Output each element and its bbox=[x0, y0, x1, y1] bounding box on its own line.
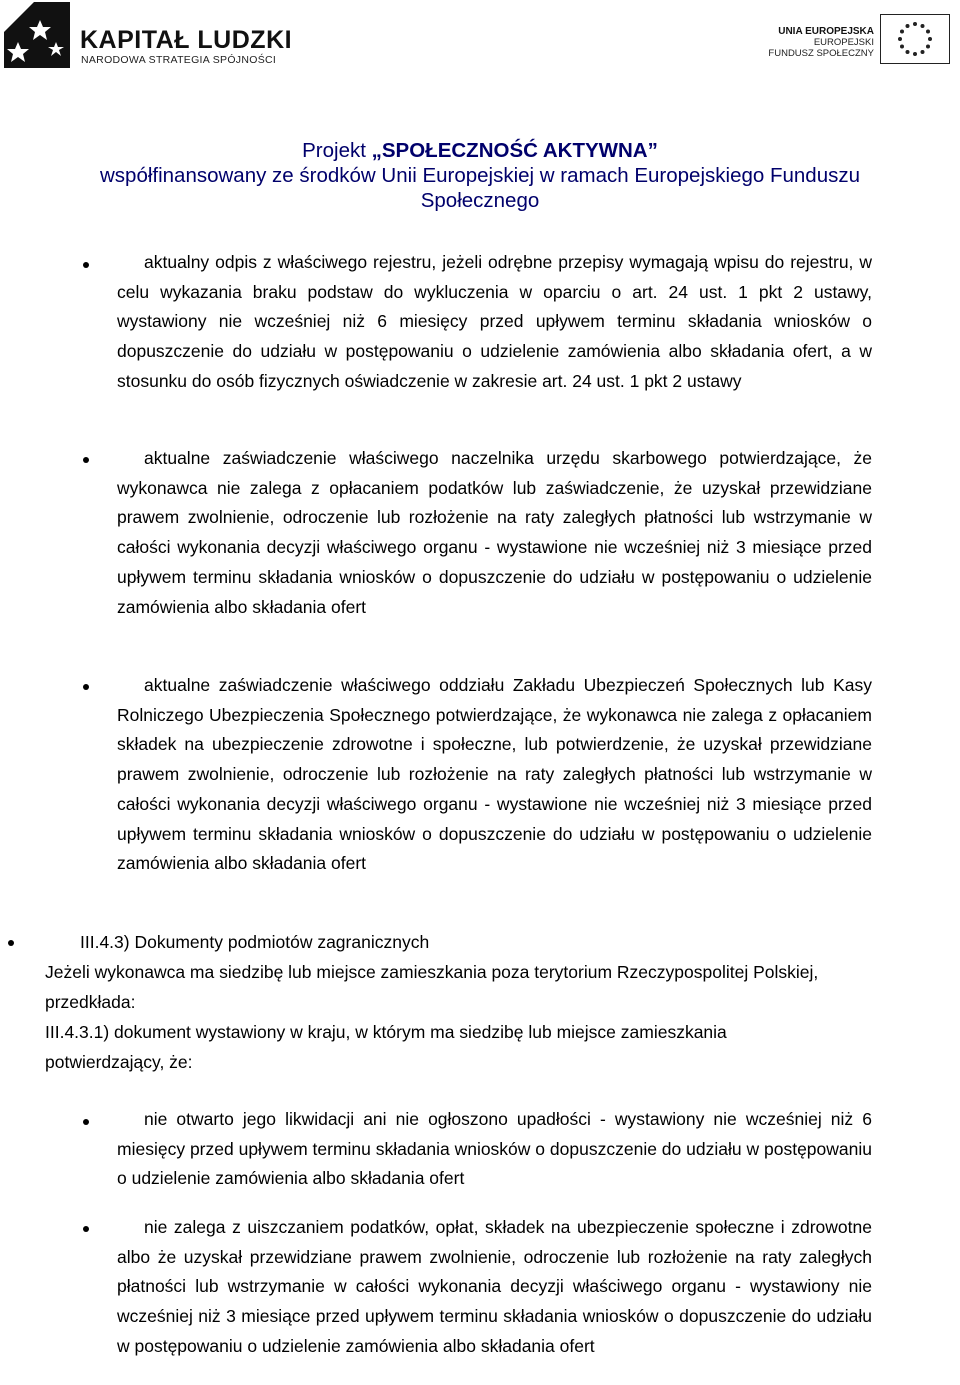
bullet-icon bbox=[83, 1226, 89, 1232]
logo-title: KAPITAŁ LUDZKI bbox=[80, 26, 293, 54]
eu-flag-icon bbox=[880, 14, 950, 64]
eu-logo-line1: UNIA EUROPEJSKA bbox=[778, 26, 874, 37]
project-title-line2: współfinansowany ze środków Unii Europejskiej w ramach Europejskiego Funduszu bbox=[99, 164, 860, 187]
eu-logo bbox=[760, 0, 960, 80]
list-item-text: nie zalega z uiszczaniem podatków, opłat, składek na ubezpieczenie społeczne i zdrowotne albo że uzyskał przewidziane prawem zwolnienie, odroczenie lub rozłożenie na raty zaległych płatności lub wstrzymanie w całości wykonania decyzji właściwego organu - wystawiony nie wcześniej niż 3 miesiące przed upływem terminu składania wniosków o dopuszczenie do udziału w postępowaniu o udzielenie zamówienia albo składania ofert bbox=[117, 1217, 872, 1356]
project-title-line1 bbox=[0, 138, 960, 163]
list-item bbox=[117, 671, 872, 879]
project-name: „SPOŁECZNOŚĆ AKTYWNA” bbox=[371, 139, 658, 162]
bullet-icon bbox=[83, 262, 89, 268]
list-item bbox=[117, 444, 872, 622]
project-prefix: Projekt bbox=[302, 139, 372, 162]
eu-logo-line2: EUROPEJSKI bbox=[813, 37, 874, 48]
logo-subtitle: NARODOWA STRATEGIA SPÓJNOŚCI bbox=[81, 54, 277, 66]
eu-logo-text bbox=[768, 26, 874, 59]
list-item bbox=[117, 1213, 872, 1362]
section-intro: Jeżeli wykonawca ma siedzibę lub miejsce zamieszkania poza terytorium Rzeczypospolitej Polskiej, przedkłada: bbox=[45, 962, 819, 1012]
project-title-line3: Społecznego bbox=[420, 189, 540, 212]
list-item-text: aktualne zaświadczenie właściwego naczelnika urzędu skarbowego potwierdzające, że wykonawca nie zalega z opłacaniem podatków lub zaświadczenie, że uzyskał przewidziane prawem zwolnienie, odroczenie lub rozłożenie na raty zaległych płatności lub wstrzymanie w całości wykonania decyzji właściwego organu - wystawione nie wcześniej niż 3 miesiące przed upływem terminu składania wniosków o dopuszczenie do udziału w postępowaniu o udzielenie zamówienia albo składania ofert bbox=[117, 448, 872, 617]
bullet-icon bbox=[8, 940, 14, 946]
bullet-icon bbox=[83, 1119, 89, 1125]
project-title bbox=[0, 138, 960, 213]
list-item-text: aktualne zaświadczenie właściwego oddziału Zakładu Ubezpieczeń Społecznych lub Kasy Rolniczego Ubezpieczenia Społecznego potwierdzające, że wykonawca nie zalega z opłacaniem składek na ubezpieczenie zdrowotne i społeczne, lub potwierdzenie, że uzyskał przewidziane prawem zwolnienie, odroczenie lub rozłożenie na raty zaległych płatności lub wstrzymanie w całości wykonania decyzji właściwego organu - wystawione nie wcześniej niż 3 miesiące przed upływem terminu składania wniosków o dopuszczenie do udziału w postępowaniu o udzielenie zamówienia albo składania ofert bbox=[117, 675, 872, 874]
bullet-icon bbox=[83, 457, 89, 463]
list-item bbox=[117, 1105, 872, 1194]
list-item-text: aktualny odpis z właściwego rejestru, jeżeli odrębne przepisy wymagają wpisu do rejestru, w celu wykazania braku podstaw do wykluczenia w oparciu o art. 24 ust. 1 pkt 2 ustawy, wystawiony nie wcześniej niż 6 miesięcy przed upływem terminu składania wniosków o dopuszczenie do udziału w postępowaniu o udzielenie zamówienia albo składania ofert, a w stosunku do osób fizycznych oświadczenie w zakresie art. 24 ust. 1 pkt 2 ustawy bbox=[117, 252, 872, 391]
bullet-icon bbox=[83, 684, 89, 690]
stars-logo-icon bbox=[4, 2, 70, 68]
list-item-text: nie otwarto jego likwidacji ani nie ogłoszono upadłości - wystawiony nie wcześniej niż 6 miesięcy przed upływem terminu składania wniosków o dopuszczenie do udziału w postępowaniu o udzielenie zamówienia albo składania ofert bbox=[117, 1109, 872, 1189]
section-heading: III.4.3) Dokumenty podmiotów zagranicznych bbox=[80, 932, 430, 952]
list-item bbox=[117, 248, 872, 397]
eu-logo-line3: FUNDUSZ SPOŁECZNY bbox=[768, 48, 874, 59]
section-subheading: III.4.3.1) dokument wystawiony w kraju, w którym ma siedzibę lub miejsce zamieszkania potwierdzający, że: bbox=[45, 1022, 727, 1072]
kapital-ludzki-logo bbox=[0, 0, 300, 80]
